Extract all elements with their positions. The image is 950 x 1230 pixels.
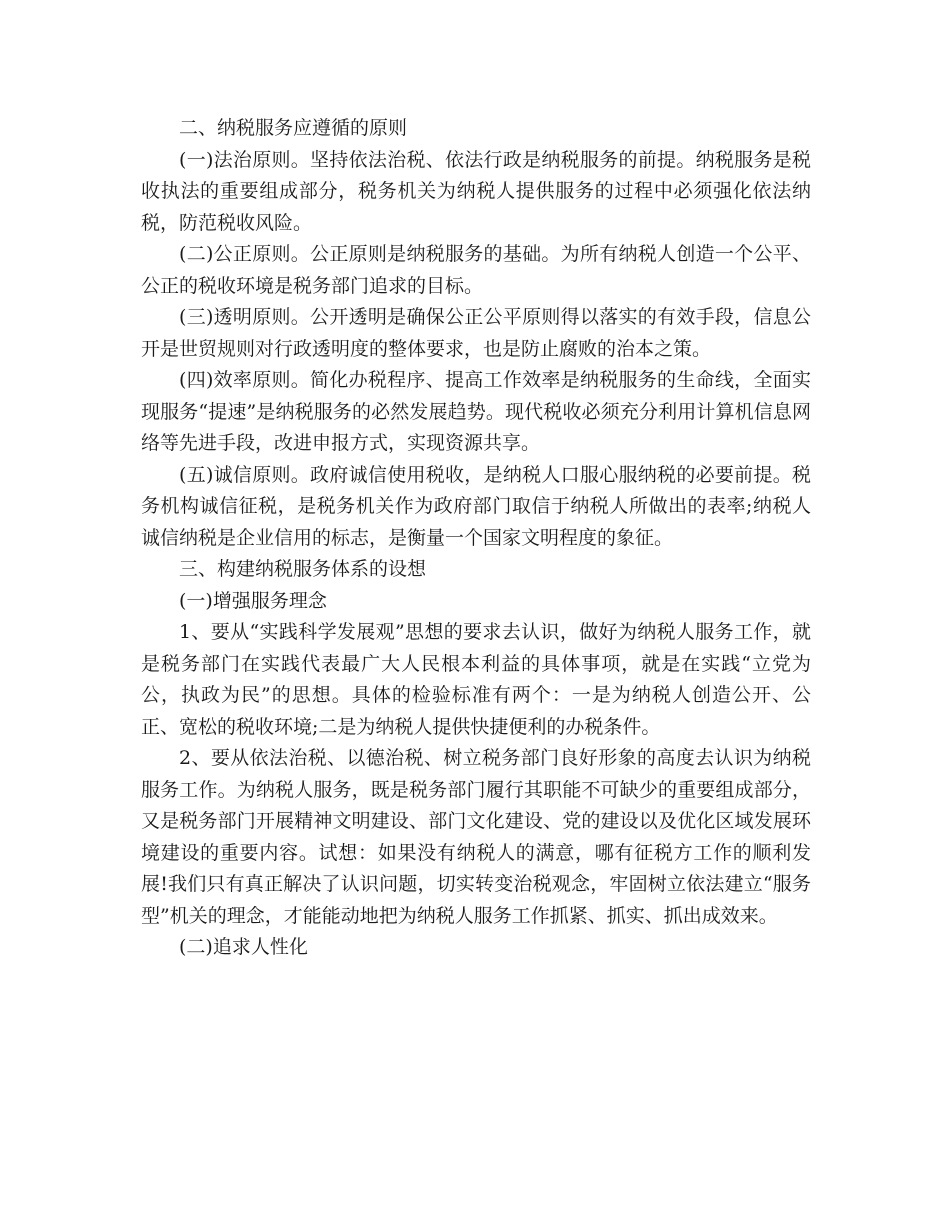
paragraph: 2、要从依法治税、以德治税、树立税务部门良好形象的高度去认识为纳税服务工作。为纳税人服务，既是税务部门履行其职能不可缺少的重要组成部分，又是税务部门开展精神文明建设、部门文化建设、党的建设以及优化区域发展环境建设的重要内容。试想：如果没有纳税人的满意，哪有征税方工作的顺利发展!我们只有真正解决了认识问题，切实转变治税观念，牢固树立依法建立“服务型”机关的理念，才能能动地把为纳税人服务工作抓紧、抓实、抓出成效来。 (141, 747, 811, 927)
subsection-heading: (一)增强服务理念 (179, 589, 327, 612)
document-body (141, 113, 811, 964)
section-heading: 二、纳税服务应遵循的原则 (179, 117, 408, 139)
section-heading: 三、构建纳税服务体系的设想 (179, 558, 427, 580)
paragraph: 1、要从“实践科学发展观”思想的要求去认识，做好为纳税人服务工作，就是税务部门在实践代表最广大人民根本利益的具体事项，就是在实践“立党为公，执政为民”的思想。具体的检验标准有两个：一是为纳税人创造公开、公正、宽松的税收环境;二是为纳税人提供快捷便利的办税条件。 (141, 621, 811, 738)
paragraph: (二)公正原则。公正原则是纳税服务的基础。为所有纳税人创造一个公平、公正的税收环境是税务部门追求的目标。 (141, 243, 811, 297)
paragraph: (四)效率原则。简化办税程序、提高工作效率是纳税服务的生命线，全面实现服务“提速”是纳税服务的必然发展趋势。现代税收必须充分利用计算机信息网络等先进手段，改进申报方式，实现资源共享。 (141, 369, 811, 454)
paragraph: (一)法治原则。坚持依法治税、依法行政是纳税服务的前提。纳税服务是税收执法的重要组成部分，税务机关为纳税人提供服务的过程中必须强化依法纳税，防范税收风险。 (141, 148, 811, 234)
subsection-heading: (二)追求人性化 (179, 936, 308, 958)
paragraph: (三)透明原则。公开透明是确保公正公平原则得以落实的有效手段，信息公开是世贸规则对行政透明度的整体要求，也是防止腐败的治本之策。 (141, 306, 811, 360)
paragraph: (五)诚信原则。政府诚信使用税收，是纳税人口服心服纳税的必要前提。税务机构诚信征税，是税务机关作为政府部门取信于纳税人所做出的表率;纳税人诚信纳税是企业信用的标志，是衡量一个国家文明程度的象征。 (141, 463, 811, 549)
